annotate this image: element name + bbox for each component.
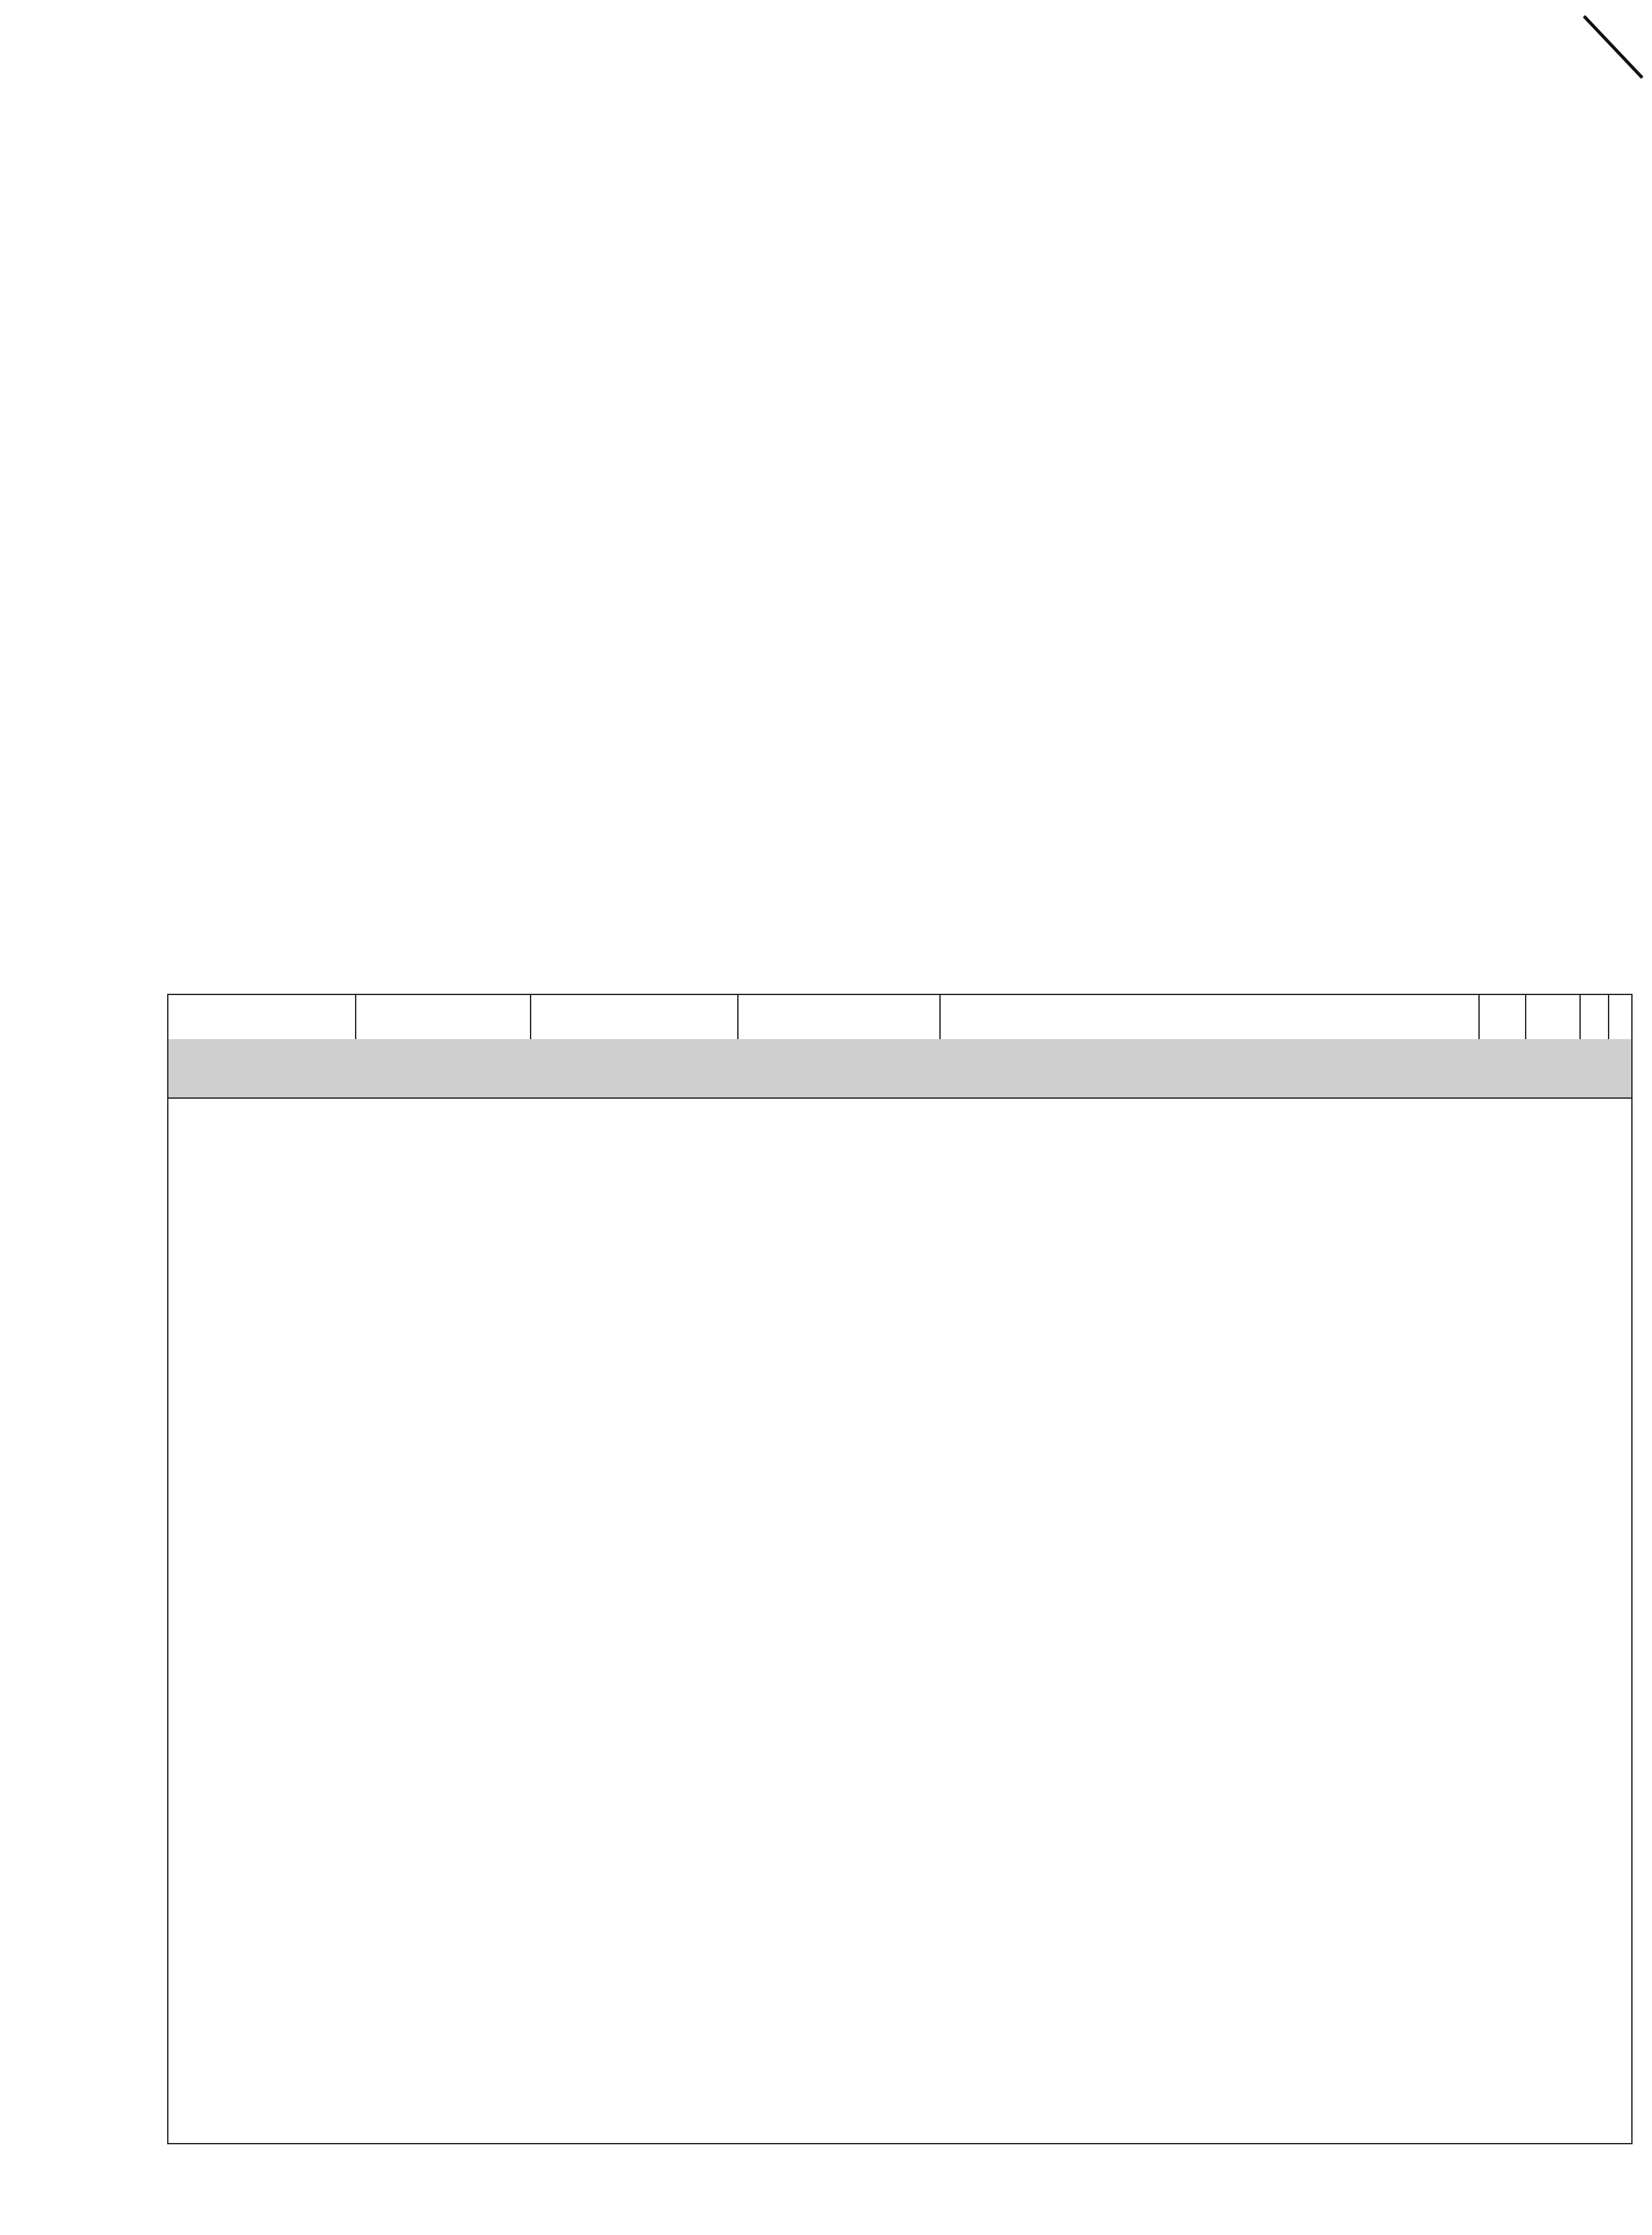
col-header-reduction bbox=[355, 995, 530, 1040]
col-header-old-amount bbox=[737, 995, 939, 1040]
col-header-ain bbox=[1608, 995, 1633, 1040]
table-header bbox=[167, 994, 1633, 1042]
col-header-chapter bbox=[1579, 995, 1582, 1040]
col-header-paragraph bbox=[1525, 995, 1579, 1040]
col-header-f bbox=[1478, 995, 1482, 1040]
corner-pen-mark bbox=[1581, 13, 1646, 84]
col-header-increase bbox=[530, 995, 737, 1040]
col-header-new-amount bbox=[167, 995, 355, 1040]
section-band-resources bbox=[167, 1039, 1633, 1099]
col-header-statement bbox=[939, 995, 1478, 1040]
budget-table bbox=[167, 994, 1633, 2144]
